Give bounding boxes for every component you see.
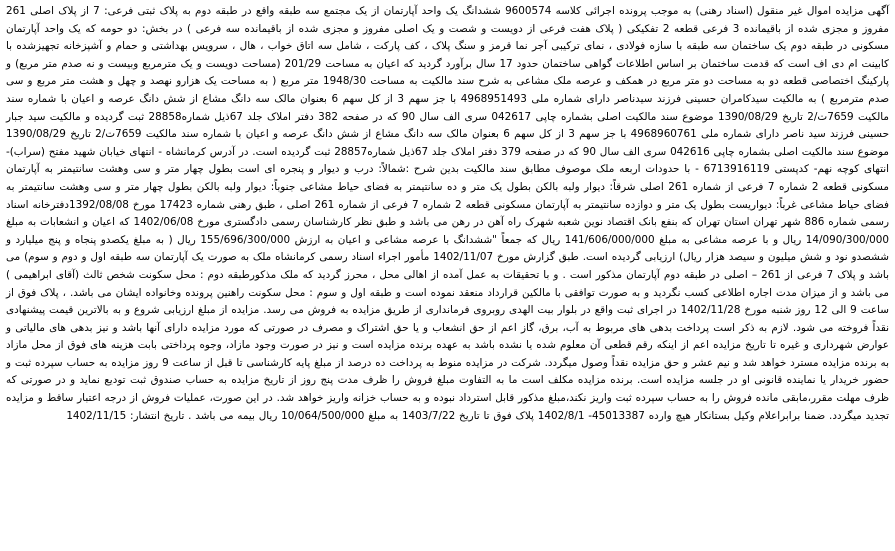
auction-notice-text: آگهی مزایده اموال غیر منقول (اسناد رهنی) به موجب پرونده اجرائی کلاسه 9600574 ششدانگ یک واحد آپارتمان از یک مجتمع سه طبقه واقع در طبقه دوم به پلاک ثبتی فرعی: 7 از پلاک اصلی 261 مفروز و مجزی شده از باقیمانده 3 فرعی قطعه 2 تفکیکی ( پلاک هفت فرعی از دویست و شصت و یک اصلی مفروز و مجزی شده از باقیمانده سه فرعی ) در بخش: دو حومه که یک واحد آپارتمان مسکونی در طبقه دوم یک ساختمان سه طبقه با سازه فولادی ، نمای ترکیبی آجر نما قرمز و سنگ پلاک ، کف پارکت ، شامل سه اتاق خواب ، هال ، سرویس بهداشتی و حمام و آشپزخانه تجهیزشده با کابینت ام دی اف است که قدمت ساختمان بر اساس اطلاعات گواهی ساختمان حدود 17 سال برآورد گردید که اعیان به مساحت 201/29 (مساحت دویست و یک مترمربع وبیست و نه صدم متر مربع) و پارکینگ اختصاصی قطعه دو به مساحت دو متر مربع در همکف و عرصه ملک مشاعی به شرح سند مالکیت به مساحت 1948/30 متر مربع ( به مساحت یک هزارو نهصد و چهل و هشت متر مربع و سی صدم مترمربع ) به مالکیت سیدکامران حسینی فرزند سیدناصر دارای شماره ملی 4968951493 با جز سهم 3 از کل سهم 6 بعنوان مالک سه دانگ مشاع از شش دانگ عرصه و اعیان با شماره سند مالکیت 7659ت/2 تاریخ 1390/08/29 موضوع سند مالکیت اصلی بشماره چاپی 042617 سری الف سال 90 که در صفحه 382 دفتر املاک جلد 67ذیل شماره28858 ثبت گردیده و مالکیت سید جبار حسینی فرزند سید ناصر دارای شماره ملی 4968960761 با جز سهم 3 از کل سهم 6 بعنوان مالک سه دانگ مشاع از شش دانگ عرصه و اعیان با شماره سند مالکیت 7659ت/2 تاریخ 1390/08/29 موضوع سند مالکیت اصلی بشماره چاپی 042616 سری الف سال 90 که در صفحه 379 دفتر املاک جلد 67ذیل شماره28857 ثبت گردیده است. در آدرس کرمانشاه - انتهای خیابان شهید مفتح (سراب)- انتهای کوچه نهم- کدپستی 6713916119 - با حدودات اربعه ملک موصوف مطابق سند مالکیت بدین شرح :شمالاً: درب و دیوار و پنجره ای است بطول چهار متر و سی وهشت سانتیمتر به آپارتمان مسکونی قطعه 2 شماره 7 فرعی از شماره 261 اصلی شرقاً: دیوار ولبه بالکن بطول یک متر و ده سانتیمتر به فضای حیاط مشاعی جنوباً: دیوار ولبه بالکن بطول چهار متر و سی وهشت سانتیمتر به فضای حیاط مشاعی غرباً: دیواریست بطول یک متر و دوازده سانتیمتر به آپارتمان مسکونی قطعه 2 شماره 7 فرعی از شماره 261 اصلی ، طبق رهنی شماره 17423 مورخ 1392/08/08دفترخانه اسناد رسمی شماره 886 شهر تهران استان تهران که بنفع بانک اقتصاد نوین شعبه شهرک راه آهن در رهن می باشد و طبق نظر کارشناسان رسمی دادگستری مورخ 1402/06/08 که اعیان و انشعابات به مبلغ 14/090/300/000 ریال و با عرصه مشاعی به مبلغ 141/606/000/000 ریال که جمعاً "ششدانگ با عرصه مشاعی و اعیان به ارزش 155/696/300/000 ریال ( به مبلغ یکصدو پنجاه و پنج میلیارد و ششصدو نود و شش میلیون و سیصد هزار ریال) ارزیابی گردیده است. طبق گزارش مورخ 1402/11/07 مأمور اجراء اسناد رسمی کرمانشاه ملک به صورت یک آپارتمان سه طبقه اول و دوم و سوم) می باشد و پلاک 7 فرعی از 261 – اصلی در طبقه دوم آپارتمان مذکور است . و با تحقیقات به عمل آمده از اهالی محل ، محرز گردید که ملک مذکورطبقه دوم : محل سکونت شخص ثالث (آقای ابراهیمی ) می باشد و از میزان مدت اجاره اطلاعی کسب نگردید و به صورت توافقی با مالکین قرارداد منعقد نموده است و طبقه اول و سوم : محل سکونت راهنین پرونده وخانواده ایشان می باشد. ، پلاک فوق از ساعت 9 الی 12 روز شنبه مورخ 1402/11/28 در اجرای ثبت واقع در بلوار بیت الهدی روبروی فرمانداری از طریق مزایده به فروش می رسد. مزایده از مبلغ ارزیابی شروع و به بالاترین قیمت پیشنهادی نقداً فروخته می شود. لازم به ذکر است پرداخت بدهی های مربوط به آب، برق، گاز اعم از حق انشعاب و یا حق اشتراک و مصرف در صورتی که مورد مزایده دارای آنها باشد و نیز بدهی های مالیاتی و عوارض شهرداری و غیره تا تاریخ مزایده اعم از اینکه رقم قطعی آن معلوم شده یا نشده باشد به عهده برنده مزایده است و نیز در صورت وجود مازاد، وجوه پرداختی بابت هزینه های فوق از محل مازاد به برنده مزایده مسترد خواهد شد و نیم عشر و حق مزایده نقداً وصول میگردد. شرکت در مزایده منوط به پرداخت ده درصد از مبلغ پایه کارشناسی تا قبل از ساعت 9 روز مزایده به حساب سپرده ثبت و حضور خریدار یا نماینده قانونی او در جلسه مزایده است. برنده مزایده مکلف است ما به التفاوت مبلغ فروش را ظرف مدت پنج روز از تاریخ مزایده به حساب صندوق ثبت تودیع نماید و در صورتی که ظرف مهلت مقرر،مابقی مانده فروش را به حساب سپرده ثبت واریز نکند،مبلغ مذکور قابل استرداد نبوده و به حساب خزانه واریز خواهد شد. در این صورت، عملیات فروش از درجه اعتبار ساقط و مزایده تجدید میگردد. ضمنا برابراعلام وکیل بستانکار هیچ وارده 45013387- 1402/8/1 پلاک فوق تا تاریخ 1403/7/22 به مبلغ 10/064/500/000 ریال بیمه می باشد . تاریخ انتشار: 1402/11/15 xyxy=(6,5,890,422)
